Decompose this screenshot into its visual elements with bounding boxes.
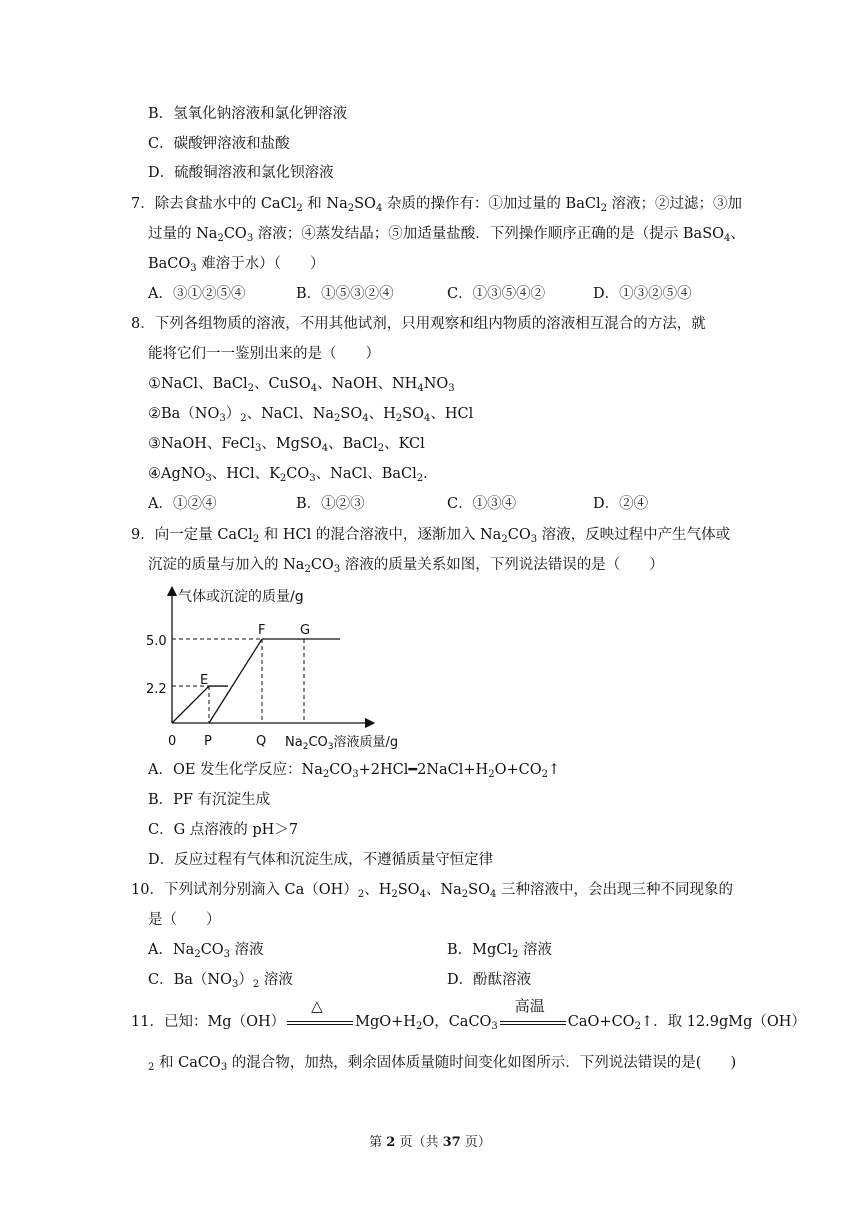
q8-group-4: ④AgNO$_3$、HCl、$K_2CO_3$、NaCl、BaCl$_2$. bbox=[148, 466, 428, 484]
q7-option-a: A．③①②⑤④ bbox=[148, 286, 246, 302]
q10-stem-line2: 是（ ） bbox=[148, 912, 221, 928]
x-tick-P: P bbox=[204, 734, 212, 749]
q7-option-c: C．①③⑤④② bbox=[447, 286, 546, 302]
q9-option-c: C．G 点溶液的 pH＞7 bbox=[148, 822, 299, 838]
q8-option-c: C．①③④ bbox=[447, 496, 517, 512]
q10-stem-line1: 10．下列试剂分别滴入 $Ca(OH)_2$、$H_2SO_4$、$Na_2SO_4$ 三种溶液中，会出现三种不同现象的 bbox=[131, 882, 733, 900]
q7-option-b: B．①⑤③②④ bbox=[296, 286, 394, 302]
q7-stem-line3: BaCO$_3$ 难溶于水）（ ） bbox=[148, 256, 325, 274]
point-label-F: F bbox=[258, 623, 266, 638]
q7-stem-line1: 7．除去食盐水中的 CaCl$_2$ 和 $Na_2SO_4$ 杂质的操作有：①加过量的 BaCl$_2$ 溶液；②过滤；③加 bbox=[131, 196, 743, 214]
q8-option-a: A．①②④ bbox=[148, 496, 217, 512]
series-gas-rise bbox=[172, 686, 209, 723]
point-label-E: E bbox=[200, 673, 209, 688]
q7-stem-line2: 过量的 $Na_2CO_3$ 溶液；④蒸发结晶；⑤加适量盐酸．下列操作顺序正确的是（提示 BaSO$_4$、 bbox=[148, 226, 745, 244]
q6-option-b: B．氢氧化钠溶液和氯化钾溶液 bbox=[148, 106, 348, 122]
q11-stem-line2: $_2$ 和 CaCO$_3$ 的混合物，加热，剩余固体质量随时间变化如图所示．下列说法错误的是( ) bbox=[148, 1055, 737, 1073]
x-axis-label: $Na_2CO_3$溶液质量/g bbox=[285, 735, 399, 752]
x-tick-Q: Q bbox=[256, 734, 267, 749]
q6-option-c: C．碳酸钾溶液和盐酸 bbox=[148, 136, 290, 152]
q9-option-b: B．PF 有沉淀生成 bbox=[148, 792, 271, 808]
q8-option-d: D．②④ bbox=[593, 496, 649, 512]
series-precipitate-rise bbox=[209, 639, 262, 723]
q10-option-d: D．酚酞溶液 bbox=[447, 972, 532, 988]
q9-stem-line2: 沉淀的质量与加入的 $Na_2CO_3$ 溶液的质量关系如图，下列说法错误的是（ ） bbox=[148, 557, 664, 575]
q10-option-b: B．MgCl$_2$ 溶液 bbox=[447, 942, 553, 960]
x-tick-origin: 0 bbox=[168, 734, 177, 749]
q8-group-3: ③NaOH、FeCl$_3$、MgSO$_4$、BaCl$_2$、KCl bbox=[148, 436, 425, 454]
high-temp-condition-arrow: 高温 bbox=[498, 1012, 568, 1032]
q9-option-d: D．反应过程有气体和沉淀生成，不遵循质量守恒定律 bbox=[148, 852, 494, 868]
page-footer: 第 2 页（共 37 页） bbox=[369, 1135, 491, 1150]
q8-stem-line2: 能将它们一一鉴别出来的是（ ） bbox=[148, 346, 380, 362]
q9-stem-line1: 9．向一定量 CaCl$_2$ 和 HCl 的混合溶液中，逐渐加入 $Na_2CO_3$ 溶液，反映过程中产生气体或 bbox=[131, 527, 731, 545]
q9-chart bbox=[140, 583, 440, 758]
q8-option-b: B．①②③ bbox=[296, 496, 365, 512]
y-tick-5: 5.0 bbox=[146, 634, 167, 649]
point-label-G: G bbox=[300, 623, 311, 638]
q8-group-2: $②Ba(NO_3)_2$、NaCl、$Na_2SO_4$、$H_2SO_4$、HCl bbox=[148, 406, 474, 424]
heat-condition-arrow: △ bbox=[285, 1012, 355, 1032]
q6-option-d: D．硫酸铜溶液和氯化钡溶液 bbox=[148, 165, 334, 181]
y-axis-label: 气体或沉淀的质量/g bbox=[178, 589, 304, 605]
q8-group-1: ①NaCl、BaCl$_2$、CuSO$_4$、NaOH、$NH_4NO_3$ bbox=[148, 376, 455, 394]
q9-option-a: A．OE 发生化学反应：$Na_2CO_3+2HCl━2NaCl+H_2O+CO_2↑$ bbox=[148, 762, 561, 780]
q7-option-d: D．①③②⑤④ bbox=[593, 286, 692, 302]
q10-option-a: A．$Na_2CO_3$ 溶液 bbox=[148, 942, 264, 960]
q10-option-c: C．$Ba(NO_3)_2$ 溶液 bbox=[148, 972, 293, 990]
q8-stem-line1: 8．下列各组物质的溶液，不用其他试剂，只用观察和组内物质的溶液相互混合的方法，就 bbox=[131, 316, 706, 332]
q11-stem-line1: 11．已知：Mg（OH） △ $MgO+H_2O$，CaCO$_3$ 高温 $CaO+CO_2↑$．取 12.9gMg（OH） bbox=[131, 997, 806, 1032]
y-tick-2.2: 2.2 bbox=[146, 682, 167, 697]
